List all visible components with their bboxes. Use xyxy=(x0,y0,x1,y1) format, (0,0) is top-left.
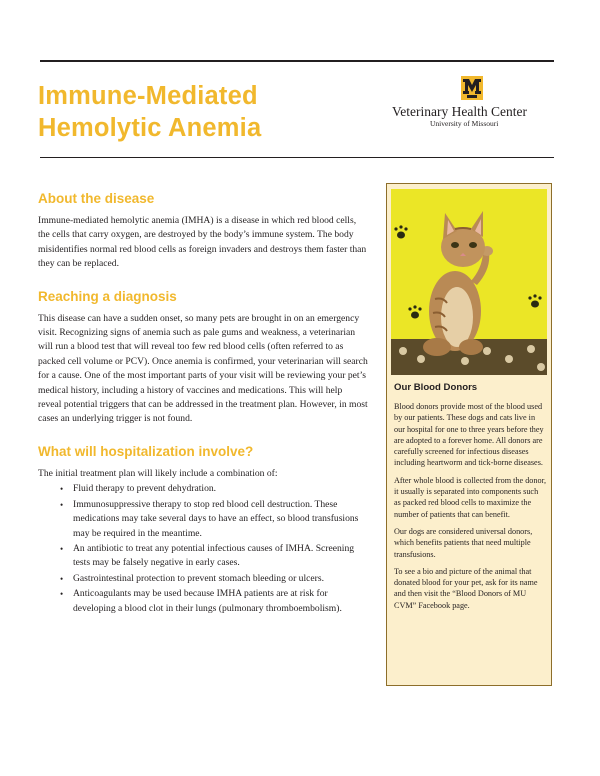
sidebar-paragraph: Our dogs are considered universal donors, which benefits patients that need multiple transfusions. xyxy=(394,526,533,559)
bullet-icon: • xyxy=(60,543,64,554)
bullet-icon: • xyxy=(60,573,64,584)
sidebar-paragraph: To see a bio and picture of the animal that donated blood for your pet, ask for its name and then visit the “Blood Donors of MU CVM” Facebook page. xyxy=(394,566,538,610)
mu-tiger-logo-icon xyxy=(461,76,483,100)
section-about xyxy=(38,190,368,272)
logo-name: Veterinary Health Center xyxy=(392,104,527,119)
section-heading: About the disease xyxy=(38,191,155,206)
list-item xyxy=(60,572,368,586)
page-title: Immune-Mediated Hemolytic Anemia xyxy=(38,82,262,142)
section-text: This disease can have a sudden onset, so many pets are brought in on an emergency visit. Recognizing signs of anemia such as pale gums and weakness, a veterinarian will run a blood test that will reveal too few red blood cells (often referred to as packed cell volume or PCV). Once anemia is confirmed, your veterinarian will search for a cause. One of the most important parts of your visit will be reviewing your pet’s medical history, including a history of vaccines and medications. This will help reveal potential triggers that can be addressed in the treatment plan. However, in most cases an underlying trigger is not found. xyxy=(38,312,368,425)
header-divider xyxy=(40,157,554,158)
list-item-text: An antibiotic to treat any potential infectious causes of IMHA. Screening tests may be falsely negative in early cases. xyxy=(73,542,355,569)
vhc-logo xyxy=(392,76,552,129)
section-hospitalization xyxy=(38,443,368,616)
list-item xyxy=(60,542,368,571)
blood-donors-sidebar xyxy=(386,183,552,686)
sidebar-paragraph: After whole blood is collected from the donor, it usually is separated into components such as packed red blood cells to maximize the number of patients that can benefit. xyxy=(394,475,547,519)
sidebar-body xyxy=(394,381,546,611)
top-rule xyxy=(40,60,554,62)
list-item-text: Fluid therapy to prevent dehydration. xyxy=(73,483,217,495)
sidebar-heading: Our Blood Donors xyxy=(394,382,478,393)
sidebar-paragraph: Blood donors provide most of the blood used by our patients. These dogs and cats live in our hospital for one to three years before they are adopted to a forever home. All donors are carefully screened for infectious diseases including heartworm and tick-borne diseases. xyxy=(394,402,544,468)
list-item xyxy=(60,587,368,616)
cat-photo-icon xyxy=(391,189,547,375)
list-item xyxy=(60,482,368,496)
list-item-text: Anticoagulants may be used because IMHA patients are at risk for developing a blood clot in their lungs (pulmonary thromboembolism). xyxy=(73,588,342,614)
section-heading: What will hospitalization involve? xyxy=(38,443,254,459)
bullet-icon: • xyxy=(60,499,64,510)
bullet-icon: • xyxy=(60,484,64,495)
main-column xyxy=(38,190,368,632)
section-text: Immune-mediated hemolytic anemia (IMHA) is a disease in which red blood cells, the cells that carry oxygen, are destroyed by the body’s immune system. The body misidentifies normal red blood cells as foreign invaders and destroys them faster than they can be replaced. xyxy=(38,215,367,270)
list-item xyxy=(60,498,368,541)
list-item-text: Immunosuppressive therapy to stop red blood cell destruction. These medications may take several days to have an effect, so blood transfusions may be required in the meantime. xyxy=(73,498,359,539)
section-diagnosis xyxy=(38,288,368,427)
section-heading: Reaching a diagnosis xyxy=(38,288,177,304)
treatment-list xyxy=(38,482,368,616)
section-text: The initial treatment plan will likely include a combination of: xyxy=(38,467,278,479)
list-item-text: Gastrointestinal protection to prevent stomach bleeding or ulcers. xyxy=(73,572,324,584)
logo-subtitle: University of Missouri xyxy=(430,119,499,128)
bullet-icon: • xyxy=(60,589,64,600)
